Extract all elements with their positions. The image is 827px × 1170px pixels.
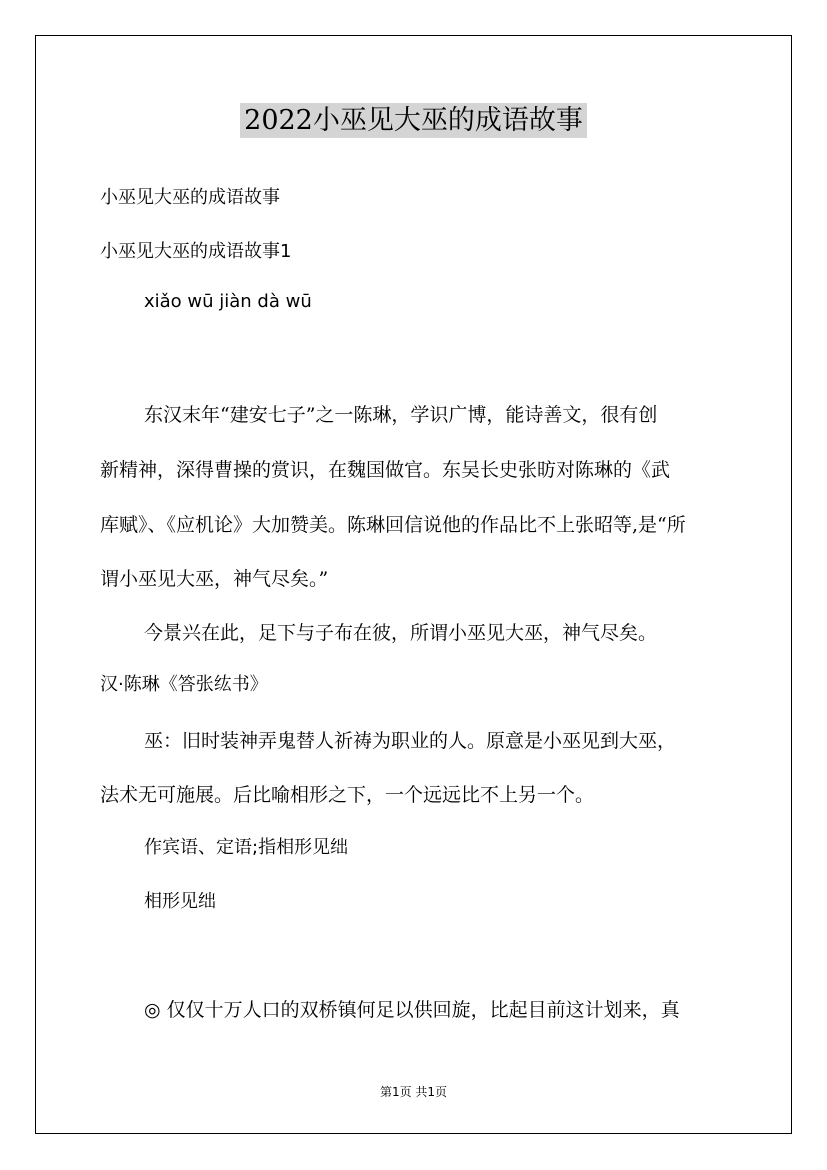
definition-line: 巫：旧时装神弄鬼替人祈祷为职业的人。原意是小巫见到大巫， [144, 730, 677, 752]
quote-line: 今景兴在此，足下与子布在彼，所谓小巫见大巫，神气尽矣。 [144, 622, 658, 644]
source-citation: 汉·陈琳《答张纮书》 [100, 674, 268, 695]
story-paragraph-line: 谓小巫见大巫，神气尽矣。” [100, 568, 329, 590]
pinyin-line: xiǎo wū jiàn dà wū [144, 291, 312, 312]
subtitle-line: 小巫见大巫的成语故事 [100, 187, 280, 208]
story-paragraph-line: 东汉末年“建安七子”之一陈琳，学识广博，能诗善文，很有创 [144, 404, 658, 426]
document-title [0, 98, 827, 137]
story-paragraph-line: 新精神，深得曹操的赏识，在魏国做官。东吴长史张昉对陈琳的《武 [100, 459, 671, 481]
synonym-line: 相形见绌 [144, 891, 216, 912]
page-footer: 第1页 共1页 [379, 1085, 448, 1099]
story-paragraph-line: 库赋》、《应机论》大加赞美。陈琳回信说他的作品比不上张昭等,是“所 [100, 514, 686, 536]
usage-line: 作宾语、定语;指相形见绌 [144, 837, 349, 858]
document-title-text: 2022小巫见大巫的成语故事 [240, 103, 587, 138]
definition-line: 法术无可施展。后比喻相形之下，一个远远比不上另一个。 [100, 784, 595, 806]
section-heading: 小巫见大巫的成语故事1 [100, 241, 292, 262]
example-sentence: ◎ 仅仅十万人口的双桥镇何足以供回旋，比起目前这计划来，真 [144, 999, 680, 1021]
